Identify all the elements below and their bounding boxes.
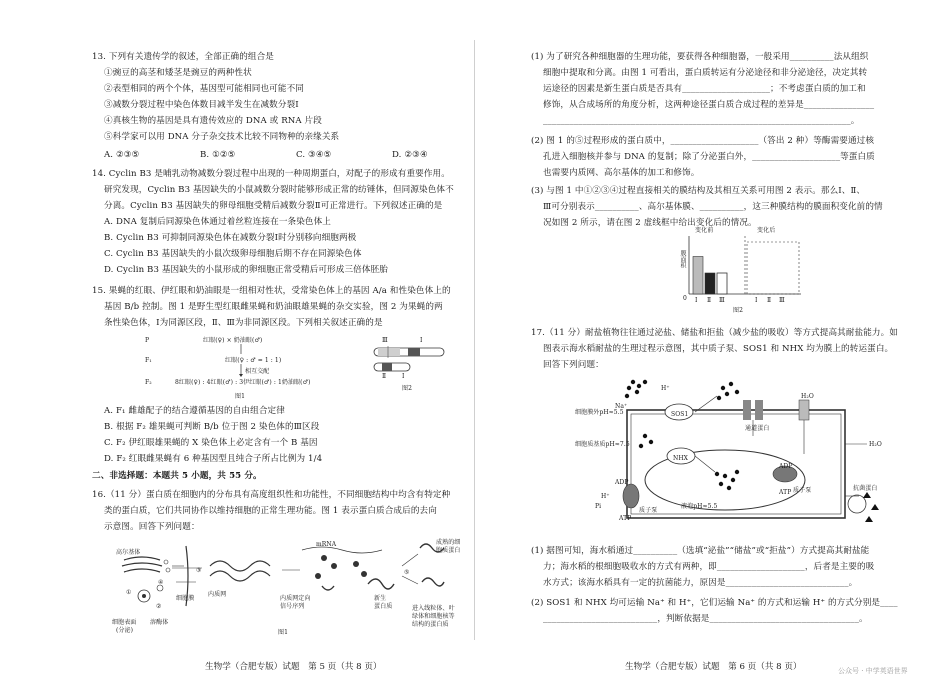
fig1-arrows xyxy=(145,334,365,394)
q16-fig-n4: ④ xyxy=(158,579,164,586)
q13-option-d: D. ②③④ xyxy=(392,150,428,160)
q13-item-2: ②表型相同的两个个体，基因型可能相同也可能不同 xyxy=(104,84,304,94)
fig2-xlabel-after-3: Ⅲ xyxy=(779,297,785,304)
fig1-f1-label: F₁ xyxy=(145,357,152,364)
fig2-caption: 图2 xyxy=(733,307,744,314)
q14-option-c: C. Cyclin B3 基因缺失的小鼠次级卵母细胞后期不存在同源染色体 xyxy=(104,249,362,259)
q17-pump-membrane: 质子泵 xyxy=(639,507,658,514)
fig1-f1-text: 红眼(♀ : ♂ = 1 : 1) xyxy=(225,357,282,364)
fig1-p-cross: 红眼(♀) × 奶油眼(♂) xyxy=(203,337,263,344)
q17-ph-vac: 液泡pH≈5.5 xyxy=(681,503,718,510)
q16-fig-enter-1: 进入线粒体、叶 xyxy=(412,605,455,612)
q16-p1-line-5: ______________________________________________________________________。 xyxy=(543,116,860,126)
q17-p1-line-1: (1) 据图可知，海水稻通过__________（选填“泌盐”“储盐”或“拒盐”）方式提高其耐盐能 xyxy=(531,546,870,556)
q16-line-3: 示意图。回答下列问题： xyxy=(104,522,200,532)
q15-figure-1 xyxy=(145,334,365,404)
q15-option-d: D. F₂ 红眼雌果蝇有 6 种基因型且纯合子所占比例为 1/4 xyxy=(104,454,323,464)
q16-fig-secrete: (分泌) xyxy=(116,627,134,634)
fig2-after-label: 变化后 xyxy=(757,227,776,234)
q17-atp-2: ATP xyxy=(619,515,632,522)
q16-fig-new-1: 新生 xyxy=(374,595,387,602)
q17-atp: ATP xyxy=(779,489,792,496)
q16-line-1: 16.（11 分）蛋白质在细胞内的分布具有高度组织性和功能性，不同细胞结构中均含有特定种 xyxy=(92,490,451,500)
q16-fig-golgi: 高尔基体 xyxy=(116,549,141,556)
q17-line-3: 回答下列问题： xyxy=(543,360,604,370)
q16-fig-membrane: 细胞膜 xyxy=(176,595,195,602)
right-page xyxy=(475,0,950,688)
q14-line-2: 研究发现，Cyclin B3 基因缺失的小鼠减数分裂时能够形成正常的纺锤体，但同源染色体不 xyxy=(104,185,454,195)
fig1-p-label: P xyxy=(145,337,150,344)
q16-fig-n3: ③ xyxy=(196,567,202,574)
q14-line-3: 分离。Cyclin B3 基因缺失的卵母细胞受精后减数分裂Ⅱ可正常进行。下列叙述正确的是 xyxy=(104,201,443,211)
q16-p3-line-2: Ⅲ可分别表示__________、高尔基体膜、__________，这三种膜结构的膜面积变化前的情 xyxy=(543,202,883,212)
bar-before-2 xyxy=(705,273,715,294)
q16-p3-line-1: (3) 与图 1 中①②③④过程直接相关的膜结构及其相互关系可用图 2 表示。那么Ⅰ、Ⅱ、 xyxy=(531,186,866,196)
q16-fig-signal-2: 信号序列 xyxy=(280,603,305,610)
q16-fig-n5: ⑤ xyxy=(404,569,410,576)
q13-item-1: ①豌豆的高茎和矮茎是豌豆的两种性状 xyxy=(104,68,252,78)
q16-fig-n1: ① xyxy=(126,589,132,596)
q17-pump-vacuole: 质子泵 xyxy=(793,487,812,494)
q17-channel: 通道蛋白 xyxy=(745,425,770,432)
q16-fig-enter-3: 结构的蛋白质 xyxy=(412,621,449,628)
left-footer: 生物学（合肥专版）试题 第 5 页（共 8 页） xyxy=(205,662,382,672)
fig2-origin: 0 xyxy=(683,295,687,302)
q17-h-left: H⁺ xyxy=(601,493,610,500)
q16-fig-mature-2: 胞质蛋白 xyxy=(436,547,461,554)
q17-pi: Pi xyxy=(595,503,602,510)
q17-p2-line-2: __________________________，判断依据是__________________________________。 xyxy=(543,614,868,624)
q15-option-c: C. F₂ 伊红眼雄果蝇的 X 染色体上必定含有一个 B 基因 xyxy=(104,438,318,448)
q17-p1-line-2: 力；海水稻的根细胞吸收水的方式有两种，即____________________，后者是主要的吸 xyxy=(543,562,875,572)
q16-p1-line-4: 修饰，从合成场所的角度分析，这两种途径蛋白质合成过程的差异是________________ xyxy=(543,100,875,110)
q17-na-out: Na⁺ xyxy=(615,403,628,410)
fig2-xlabel-3: Ⅲ xyxy=(719,297,725,304)
q13-option-a: A. ②③⑤ xyxy=(104,150,140,160)
fig2-label-2: Ⅱ xyxy=(382,373,387,380)
q16-p1-line-1: (1) 为了研究各种细胞器的生理功能，要获得各种细胞器，一般采用__________法从组织 xyxy=(531,52,869,62)
fig2-label-1b: Ⅰ xyxy=(402,373,405,380)
q17-figure xyxy=(575,376,895,536)
q14-line-1: 14. Cyclin B3 是哺乳动物减数分裂过程中出现的一种周期蛋白，对配子的形成有重要作用。 xyxy=(92,169,450,179)
q16-fig-new-2: 蛋白质 xyxy=(374,603,393,610)
q16-fig-lysosome: 溶酶体 xyxy=(150,619,169,626)
fig1-caption: 图1 xyxy=(235,393,246,400)
fig2-label-1: Ⅰ xyxy=(420,337,423,344)
fig1-f2-label: F₂ xyxy=(145,379,152,386)
q17-p1-line-3: 水方式；该海水稻具有一定的抗菌能力，原因是____________________________。 xyxy=(543,578,858,588)
q17-line-1: 17.（11 分）耐盐植物往往通过泌盐、储盐和拒盐（减少盐的吸收）等方式提高其耐盐能力。如 xyxy=(531,328,898,338)
q14-option-b: B. Cyclin B3 可抑制同源染色体在减数分裂Ⅰ时分别移向细胞两极 xyxy=(104,233,357,243)
q14-option-d: D. Cyclin B3 基因缺失的小鼠形成的卵细胞正常受精后可形成三倍体胚胎 xyxy=(104,265,388,275)
q16-fig-surface: 细胞表面 xyxy=(112,619,137,626)
q15-option-b: B. 根据 F₂ 雄果蝇可判断 B/b 位于图 2 染色体的Ⅲ区段 xyxy=(104,422,320,432)
fig2-xlabel-after-2: Ⅱ xyxy=(767,297,772,304)
bar-before-3 xyxy=(717,273,727,294)
watermark: 公众号 · 中学英语世界 xyxy=(838,667,908,675)
fig2-ylabel: 膜面积 xyxy=(679,250,686,269)
fig1-f2-text: 8红眼(♀) : 4红眼(♂) : 3伊红眼(♂) : 1奶油眼(♂) xyxy=(175,379,311,386)
q17-adp: ADP xyxy=(779,463,793,470)
fig2-label-3: Ⅲ xyxy=(382,337,388,344)
q16-fig-n2: ② xyxy=(156,603,162,610)
q15-line-3: 条性染色体，Ⅰ为同源区段，Ⅱ、Ⅲ为非同源区段。下列相关叙述正确的是 xyxy=(104,318,383,328)
q16-p1-line-3: 运途径的因素是新生蛋白质是否具有____________________；不考虑蛋白质的加工和 xyxy=(543,84,866,94)
q17-h2o-right: H₂O xyxy=(869,441,882,448)
q16-fig-caption: 图1 xyxy=(278,629,289,636)
right-footer: 生物学（合肥专版）试题 第 6 页（共 8 页） xyxy=(625,662,802,672)
q16-fig-er: 内质网 xyxy=(208,591,227,598)
fig2-xlabel-after-1: Ⅰ xyxy=(755,297,758,304)
q16-p2-line-1: (2) 图 1 的⑤过程形成的蛋白质中，____________________（答出 2 种）等酶需要通过核 xyxy=(531,136,875,146)
fig1-arrow-label: 相互交配 xyxy=(245,368,270,375)
q16-line-2: 类的蛋白质，它们共同协作以维持细胞的正常生理功能。图 1 表示蛋白质合成后的去向 xyxy=(104,506,437,516)
section-2-heading: 二、非选择题：本题共 5 小题，共 55 分。 xyxy=(92,471,262,481)
q13-stem: 13. 下列有关遗传学的叙述，全部正确的组合是 xyxy=(92,52,274,62)
q16-p1-line-2: 细胞中提取和分离。由图 1 可看出，蛋白质转运有分泌途径和非分泌途径，决定其转 xyxy=(543,68,868,78)
q15-line-2: 基因 B/b 控制。图 1 是野生型红眼雌果蝇和奶油眼雄果蝇的杂交实验，图 2 为果蝇的两 xyxy=(104,302,443,312)
fig2-caption: 图2 xyxy=(402,385,413,392)
q16-figure-2 xyxy=(675,227,805,314)
q13-option-c: C. ③④⑤ xyxy=(296,150,332,160)
q16-p3-line-3: 况如图 2 所示，请在图 2 虚线框中给出变化后的情况。 xyxy=(543,218,757,228)
q15-figure-2 xyxy=(372,336,452,400)
fig2-chromosomes xyxy=(372,336,452,380)
q13-item-5: ⑤科学家可以用 DNA 分子杂交技术比较不同物种的亲缘关系 xyxy=(104,132,340,142)
q17-h2o-top: H₂O xyxy=(801,393,814,400)
q16-fig-signal-1: 内质网定向 xyxy=(280,595,311,602)
q17-h-out: H⁺ xyxy=(661,385,670,392)
q17-adp-2: ADP xyxy=(615,479,629,486)
q15-option-a: A. F₁ 雌雄配子的结合遵循基因的自由组合定律 xyxy=(104,406,285,416)
q13-item-4: ④真核生物的基因是具有遗传效应的 DNA 或 RNA 片段 xyxy=(104,116,322,126)
q17-p2-line-1: (2) SOS1 和 NHX 均可运输 Na⁺ 和 H⁺，它们运输 Na⁺ 的方式和运输 H⁺ 的方式分别是____ xyxy=(531,598,898,608)
q17-ph-cyto: 细胞质基质pH≈7.5 xyxy=(575,441,630,448)
q17-nhx: NHX xyxy=(673,455,689,462)
q14-option-a: A. DNA 复制后同源染色体通过着丝粒连接在一条染色体上 xyxy=(104,217,331,227)
q17-ph-out: 细胞膜外pH≈5.5 xyxy=(575,409,624,416)
q17-line-2: 图表示海水稻耐盐的生理过程示意图，其中质子泵、SOS1 和 NHX 均为膜上的转运蛋白。 xyxy=(543,344,894,354)
q17-antimicrobial: 抗菌蛋白 xyxy=(853,485,878,492)
fig2-xlabel-2: Ⅱ xyxy=(707,297,712,304)
q13-option-b: B. ①②⑤ xyxy=(200,150,236,160)
q16-p2-line-3: 也需要内质网、高尔基体的加工和修饰。 xyxy=(543,168,700,178)
fig2-xlabel-1: Ⅰ xyxy=(695,297,698,304)
q16-fig-mrna: mRNA xyxy=(316,541,337,548)
q16-fig-enter-2: 绿体和细胞核等 xyxy=(412,613,455,620)
q17-sos1: SOS1 xyxy=(671,411,689,418)
q16-figure-1 xyxy=(112,536,472,646)
fig2-before-label: 变化前 xyxy=(695,227,714,234)
q13-item-3: ③减数分裂过程中染色体数目减半发生在减数分裂Ⅰ xyxy=(104,100,299,110)
q15-line-1: 15. 果蝇的红眼、伊红眼和奶油眼是一组相对性状，受常染色体上的基因 A/a 和性染色体上的 xyxy=(92,286,451,296)
q16-p2-line-2: 孔进入细胞核并参与 DNA 的复制；除了分泌蛋白外，____________________等蛋白质 xyxy=(543,152,875,162)
bar-before-1 xyxy=(693,257,703,295)
q16-fig-mature-1: 成熟的细 xyxy=(436,539,461,546)
